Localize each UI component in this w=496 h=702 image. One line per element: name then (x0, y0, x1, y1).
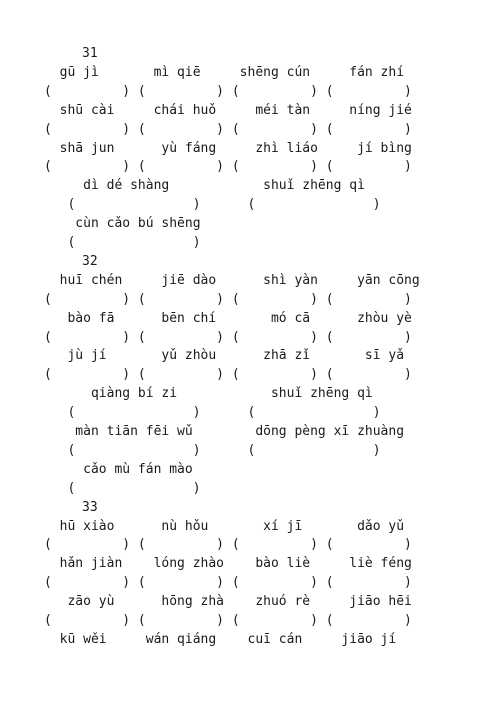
answer-brackets-row: ( ) ( ) ( ) ( ) (44, 121, 412, 137)
pinyin-row: dì dé shàng shuǐ zhēng qì (44, 178, 365, 194)
pinyin-row: jù jí yǔ zhòu zhā zǐ sī yǎ (44, 348, 405, 364)
pinyin-row: gū jì mì qiē shēng cún fán zhí (44, 64, 405, 80)
answer-brackets-row: ( ) ( ) (44, 197, 381, 213)
pinyin-row: huī chén jiē dào shì yàn yān cōng (44, 272, 420, 288)
answer-brackets-row: ( ) ( ) ( ) ( ) (44, 537, 412, 553)
section-number: 31 (82, 46, 98, 61)
answer-brackets-row: ( ) ( ) (44, 405, 381, 421)
pinyin-row: kū wěi wán qiáng cuī cán jiāo jí (44, 631, 397, 647)
section-number: 33 (82, 499, 98, 515)
pinyin-row: shū cài chái huǒ méi tàn níng jié (44, 102, 412, 118)
pinyin-row: hǎn jiàn lóng zhào bào liè liè féng (44, 556, 412, 572)
answer-brackets-row: ( ) (44, 235, 201, 250)
pinyin-row: bào fā bēn chí mó cā zhòu yè (44, 310, 412, 326)
section-number: 32 (82, 253, 98, 269)
pinyin-row: hū xiào nù hǒu xí jī dǎo yǔ (44, 518, 405, 534)
answer-brackets-row: ( ) (44, 480, 201, 496)
answer-brackets-row: ( ) ( ) ( ) ( ) (44, 613, 412, 628)
answer-brackets-row: ( ) ( ) ( ) ( ) (44, 291, 412, 307)
pinyin-row: màn tiān fēi wǔ dōng pèng xī zhuàng (44, 424, 405, 439)
answer-brackets-row: ( ) ( ) ( ) ( ) (44, 329, 412, 345)
pinyin-row: cùn cǎo bú shēng (44, 216, 201, 232)
pinyin-row: zāo yù hōng zhà zhuó rè jiāo hēi (44, 594, 412, 610)
answer-brackets-row: ( ) ( ) (44, 442, 381, 458)
answer-brackets-row: ( ) ( ) ( ) ( ) (44, 367, 412, 383)
pinyin-row: shā jun yù fáng zhì liáo jí bìng (44, 140, 412, 156)
answer-brackets-row: ( ) ( ) ( ) ( ) (44, 159, 412, 175)
pinyin-row: cǎo mù fán mào (44, 461, 193, 477)
pinyin-row: qiàng bí zi shuǐ zhēng qì (44, 386, 373, 402)
answer-brackets-row: ( ) ( ) ( ) ( ) (44, 83, 412, 99)
answer-brackets-row: ( ) ( ) ( ) ( ) (44, 575, 412, 591)
